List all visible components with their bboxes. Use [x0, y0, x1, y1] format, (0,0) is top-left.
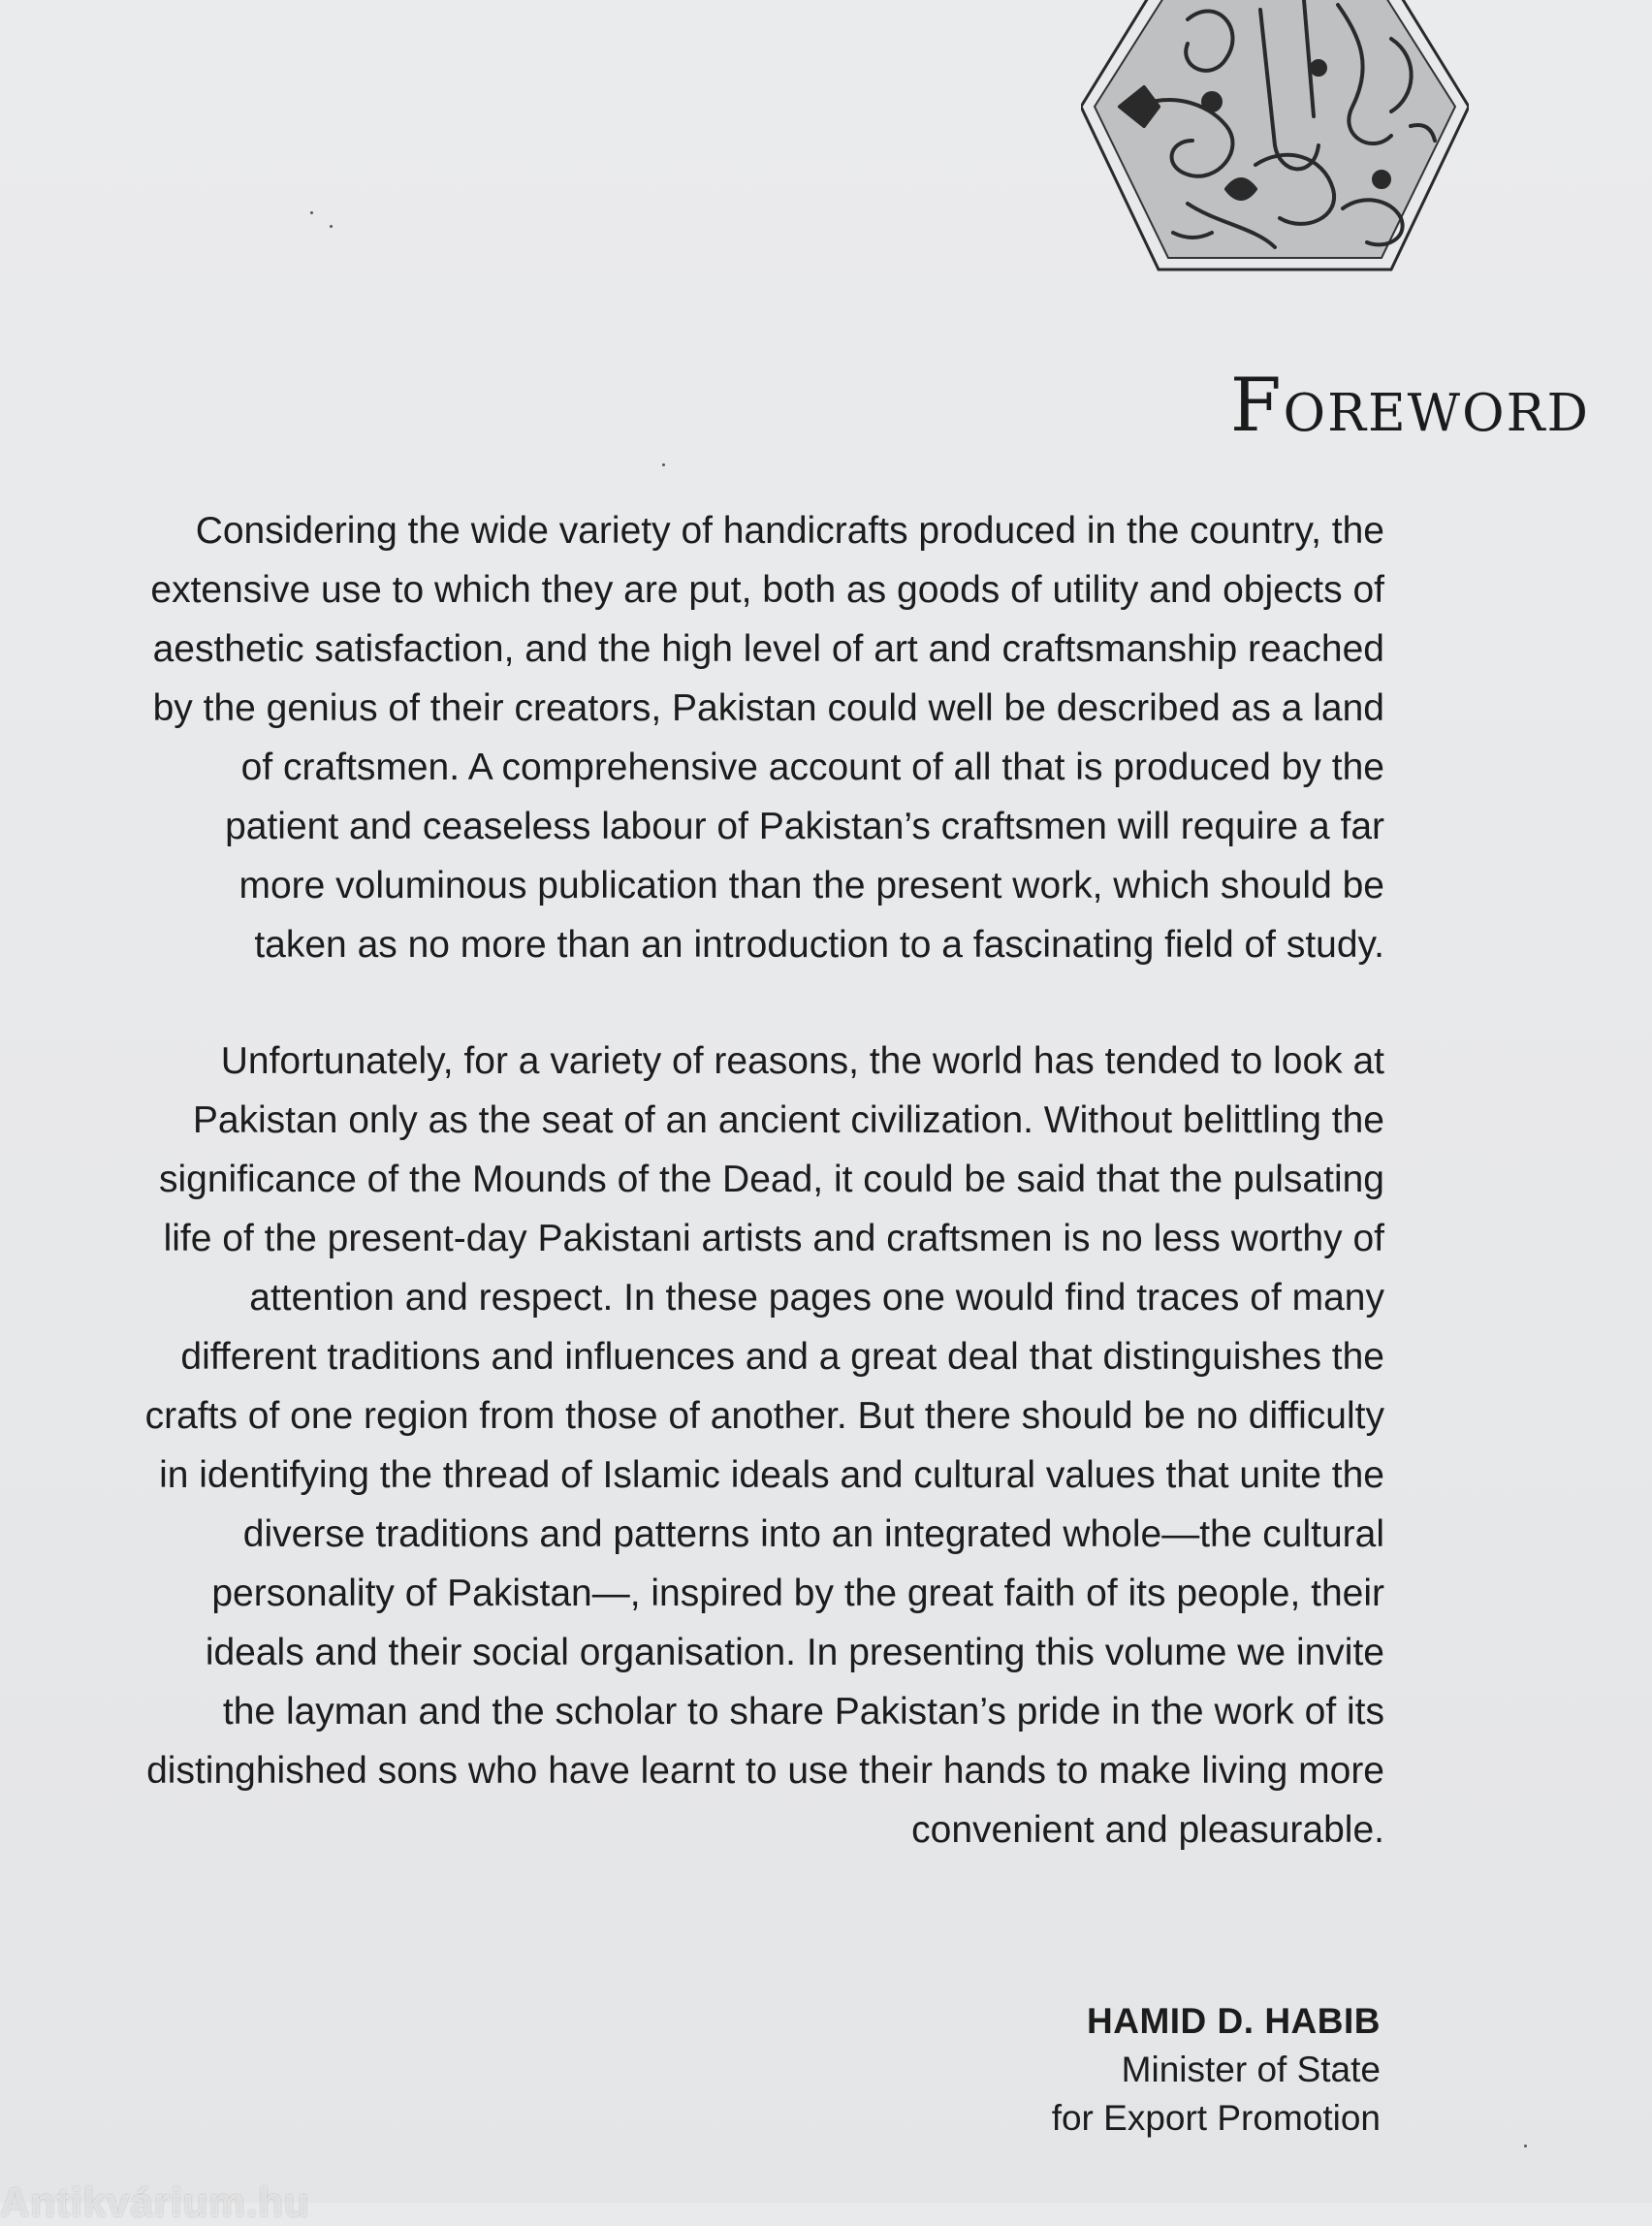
text-line: Unfortunately, for a variety of reasons, the world has tended to look at: [220, 1040, 1384, 1082]
text-line: crafts of one region from those of another. But there should be no difficulty: [144, 1395, 1384, 1437]
text-line: attention and respect. In these pages one would find traces of many: [249, 1277, 1384, 1319]
calligraphy-emblem-icon: [1081, 0, 1469, 273]
text-line: taken as no more than an introduction to a fascinating field of study.: [254, 924, 1384, 966]
dust-speck: [1524, 2145, 1527, 2147]
text-line: life of the present-day Pakistani artists and craftsmen is no less worthy of: [163, 1218, 1384, 1259]
text-line: convenient and pleasurable.: [911, 1809, 1384, 1851]
text-line: in identifying the thread of Islamic ideals and cultural values that unite the: [159, 1454, 1384, 1496]
dust-speck: [310, 211, 313, 214]
paragraph-2: [29, 1032, 1384, 1860]
text-line: ideals and their social organisation. In presenting this volume we invite: [205, 1632, 1384, 1673]
text-line: personality of Pakistan—, inspired by the great faith of its people, their: [211, 1573, 1384, 1614]
page-title: Foreword: [1229, 362, 1590, 448]
dust-speck: [330, 225, 333, 228]
text-line: diverse traditions and patterns into an integrated whole—the cultural: [242, 1513, 1384, 1555]
text-line: more voluminous publication than the present work, which should be: [238, 865, 1384, 906]
text-line: extensive use to which they are put, both as goods of utility and objects of: [150, 569, 1384, 611]
text-line: of craftsmen. A comprehensive account of all that is produced by the: [240, 747, 1384, 788]
signatory-title: for Export Promotion: [1051, 2098, 1381, 2138]
text-line: the layman and the scholar to share Pakistan’s pride in the work of its: [222, 1691, 1384, 1733]
text-line: patient and ceaseless labour of Pakistan’s craftsmen will require a far: [225, 806, 1384, 847]
text-line: by the genius of their creators, Pakistan could well be described as a land: [152, 687, 1384, 729]
text-line: Pakistan only as the seat of an ancient civilization. Without belittling the: [192, 1099, 1384, 1141]
text-line: Considering the wide variety of handicrafts produced in the country, the: [195, 510, 1384, 552]
signature-block: [1052, 1997, 1381, 2143]
signatory-name: HAMID D. HABIB: [1087, 2001, 1381, 2041]
text-line: distinghished sons who have learnt to use their hands to make living more: [146, 1750, 1384, 1792]
text-line: aesthetic satisfaction, and the high level of art and craftsmanship reached: [152, 628, 1384, 670]
watermark: Antikvárium.hu: [0, 2179, 310, 2225]
text-line: significance of the Mounds of the Dead, it could be said that the pulsating: [159, 1159, 1384, 1200]
dust-speck: [662, 463, 665, 466]
text-line: different traditions and influences and a great deal that distinguishes the: [180, 1336, 1384, 1378]
signatory-title: Minister of State: [1121, 2050, 1381, 2089]
paragraph-1: [29, 501, 1384, 974]
